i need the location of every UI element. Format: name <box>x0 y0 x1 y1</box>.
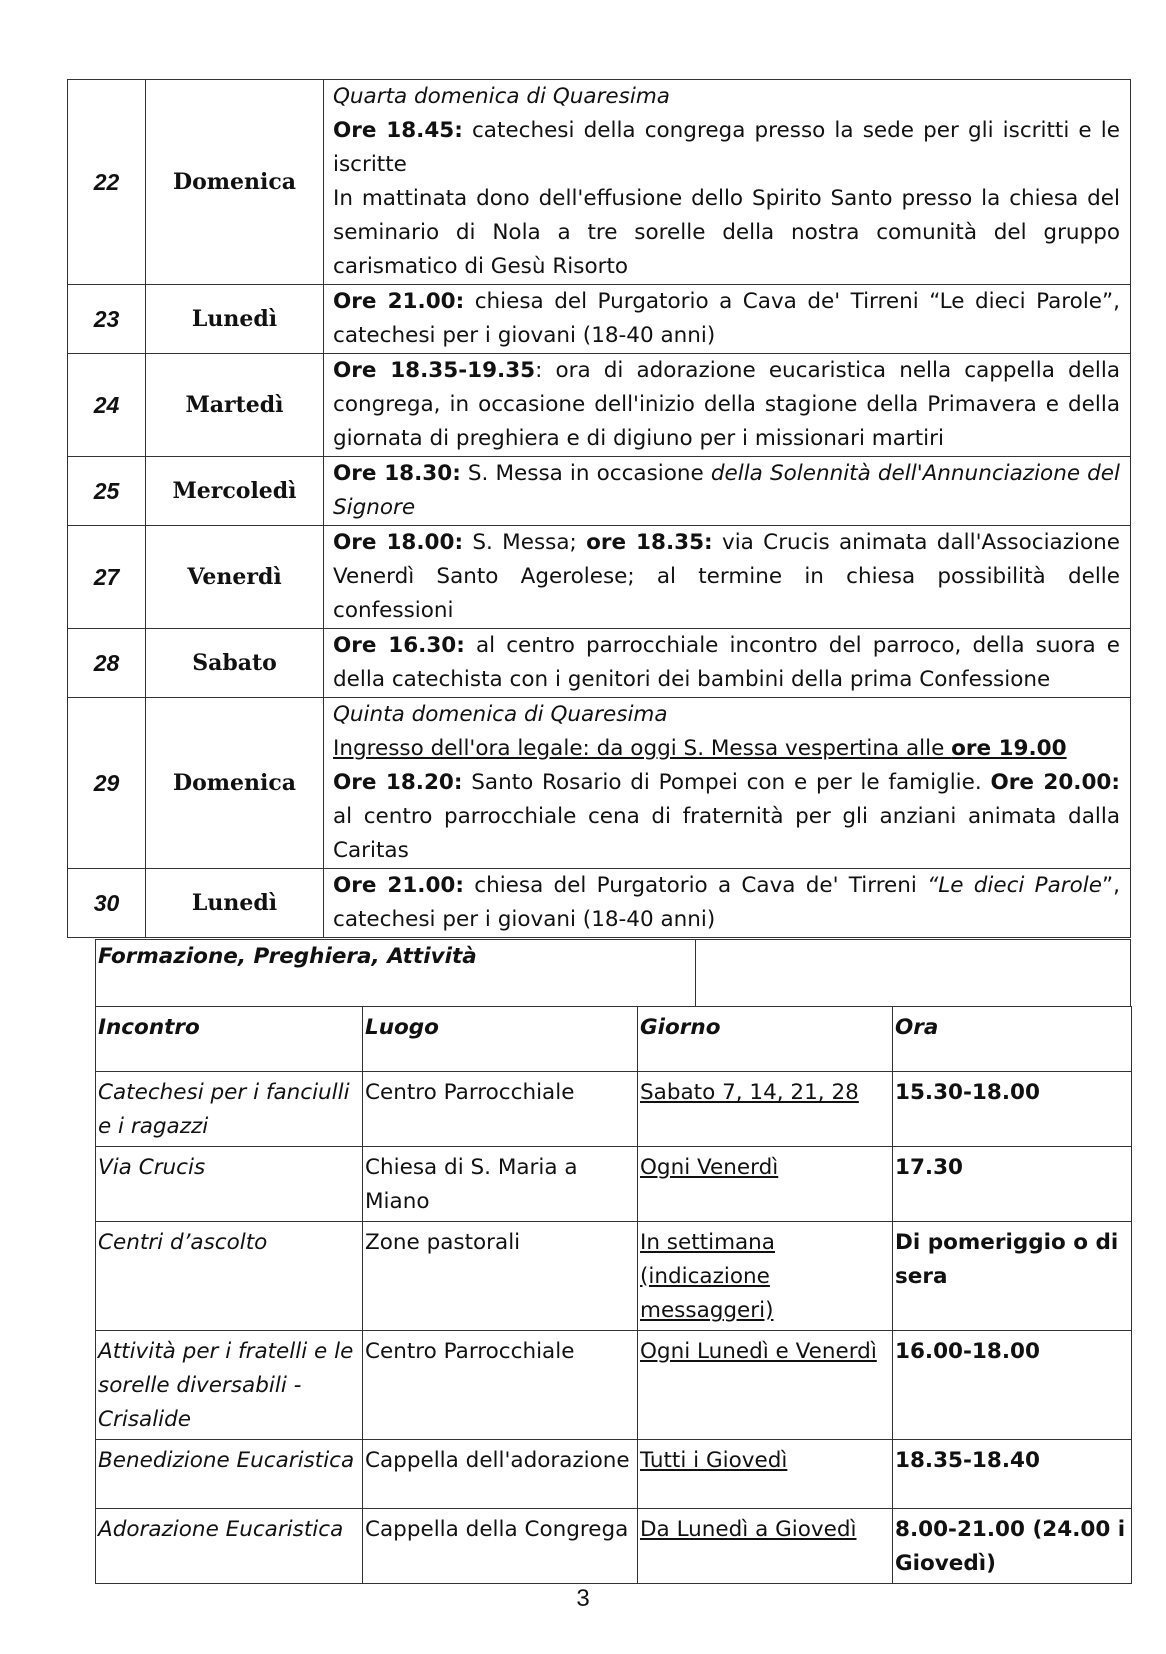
calendar-row <box>68 526 1131 629</box>
cell-giorno: Tutti i Giovedì <box>638 1440 893 1509</box>
weekday: Domenica <box>146 80 324 285</box>
event-text: della Solennità dell'Annunciazione del Signore <box>333 461 1120 520</box>
weekday: Domenica <box>146 698 324 869</box>
event-text: Ingresso dell'ora legale: da oggi S. Messa vespertina alle <box>333 736 952 761</box>
cell-incontro: Adorazione Eucaristica <box>96 1509 363 1584</box>
cell-incontro: Via Crucis <box>96 1147 363 1222</box>
cell-luogo: Cappella della Congrega <box>363 1509 638 1584</box>
cell-luogo: Cappella dell'adorazione <box>363 1440 638 1509</box>
activities-header <box>95 939 1131 1006</box>
cell-ora: Di pomeriggio o di sera <box>893 1222 1132 1331</box>
table-row <box>96 1331 1132 1440</box>
event-text: Ore 18.45: <box>333 118 463 143</box>
event-line <box>333 629 1120 697</box>
table-row <box>96 1222 1132 1331</box>
event-line <box>333 526 1120 628</box>
cell-ora: 15.30-18.00 <box>893 1072 1132 1147</box>
weekday: Mercoledì <box>146 457 324 526</box>
event-description <box>324 354 1131 457</box>
event-text: chiesa del Purgatorio a Cava de' Tirreni “Le dieci Parole”, catechesi per i giovani (18-40 anni) <box>333 289 1120 348</box>
event-text: Ore 16.30: <box>333 633 465 658</box>
event-text: ore 18.35: <box>586 530 713 555</box>
column-header-incontro: Incontro <box>96 1007 363 1072</box>
event-text: Ore 18.30: <box>333 461 461 486</box>
day-number: 22 <box>68 80 146 285</box>
table-row <box>96 1147 1132 1222</box>
event-text: ”, catechesi per i giovani (18-40 anni) <box>333 873 1120 932</box>
calendar-row <box>68 354 1131 457</box>
event-text: S. Messa; <box>463 530 587 555</box>
cell-giorno: Ogni Lunedì e Venerdì <box>638 1331 893 1440</box>
event-text: chiesa del Purgatorio a Cava de' Tirreni <box>463 873 928 898</box>
day-number: 28 <box>68 629 146 698</box>
weekday: Sabato <box>146 629 324 698</box>
weekday: Lunedì <box>146 869 324 938</box>
cell-ora: 17.30 <box>893 1147 1132 1222</box>
cell-incontro: Attività per i fratelli e le sorelle diversabili - Crisalide <box>96 1331 363 1440</box>
event-text: al centro parrocchiale incontro del parroco, della suora e della catechista con i genitori dei bambini della prima Confessione <box>333 633 1120 692</box>
event-line <box>333 869 1120 937</box>
weekday: Martedì <box>146 354 324 457</box>
column-header-ora: Ora <box>893 1007 1132 1072</box>
calendar-row <box>68 80 1131 285</box>
event-text: S. Messa in occasione <box>460 461 711 486</box>
cell-luogo: Chiesa di S. Maria a Miano <box>363 1147 638 1222</box>
event-description <box>324 526 1131 629</box>
cell-luogo: Centro Parrocchiale <box>363 1072 638 1147</box>
event-text: Ore 18.00: <box>333 530 464 555</box>
event-text: Ore 20.00: <box>990 770 1120 795</box>
event-line <box>333 732 1120 766</box>
cell-ora: 8.00-21.00 (24.00 i Giovedì) <box>893 1509 1132 1584</box>
event-text: ore 19.00 <box>951 736 1067 761</box>
cell-incontro: Benedizione Eucaristica <box>96 1440 363 1509</box>
event-line <box>333 114 1120 182</box>
day-number: 27 <box>68 526 146 629</box>
event-description <box>324 698 1131 869</box>
event-line <box>333 766 1120 868</box>
table-row <box>96 1440 1132 1509</box>
cell-luogo: Centro Parrocchiale <box>363 1331 638 1440</box>
event-description <box>324 869 1131 938</box>
table-header-row <box>96 1007 1132 1072</box>
event-text: Quinta domenica di Quaresima <box>333 702 668 727</box>
event-text: : ora di adorazione eucaristica nella cappella della congrega, in occasione dell'inizio della stagione della Primavera e della giornata di preghiera e di digiuno per i missionari martiri <box>333 358 1120 451</box>
event-text: Quarta domenica di Quaresima <box>333 84 670 109</box>
table-row <box>96 1072 1132 1147</box>
calendar-row <box>68 285 1131 354</box>
page-number: 3 <box>576 1585 590 1612</box>
day-number: 25 <box>68 457 146 526</box>
event-text: Ore 18.20: <box>333 770 463 795</box>
cell-giorno: Da Lunedì a Giovedì <box>638 1509 893 1584</box>
event-line <box>333 698 1120 732</box>
event-description <box>324 457 1131 526</box>
table-row <box>96 1509 1132 1584</box>
cell-ora: 18.35-18.40 <box>893 1440 1132 1509</box>
day-number: 24 <box>68 354 146 457</box>
empty-header-cell <box>696 940 1130 1006</box>
event-text: al centro parrocchiale cena di fraternità per gli anziani animata dalla Caritas <box>333 804 1120 863</box>
event-line <box>333 80 1120 114</box>
day-number: 23 <box>68 285 146 354</box>
cell-ora: 16.00-18.00 <box>893 1331 1132 1440</box>
event-text: Ore 18.35-19.35 <box>333 358 536 383</box>
event-text: “Le dieci Parole <box>927 873 1103 898</box>
cell-giorno: Ogni Venerdì <box>638 1147 893 1222</box>
day-number: 29 <box>68 698 146 869</box>
calendar-table <box>67 79 1131 938</box>
cell-incontro: Centri d’ascolto <box>96 1222 363 1331</box>
activities-section <box>95 939 1131 1584</box>
event-line <box>333 182 1120 284</box>
cell-giorno: Sabato 7, 14, 21, 28 <box>638 1072 893 1147</box>
event-text: Santo Rosario di Pompei con e per le famiglie. <box>462 770 991 795</box>
calendar-row <box>68 629 1131 698</box>
event-line <box>333 457 1120 525</box>
weekday: Venerdì <box>146 526 324 629</box>
event-text: catechesi della congrega presso la sede per gli iscritti e le iscritte <box>333 118 1120 177</box>
event-description <box>324 80 1131 285</box>
calendar-row <box>68 869 1131 938</box>
cell-giorno: In settimana (indicazione messaggeri) <box>638 1222 893 1331</box>
column-header-luogo: Luogo <box>363 1007 638 1072</box>
cell-luogo: Zone pastorali <box>363 1222 638 1331</box>
event-text: Ore 21.00: <box>333 289 465 314</box>
event-line <box>333 285 1120 353</box>
activities-table <box>95 1006 1132 1584</box>
event-description <box>324 629 1131 698</box>
column-header-giorno: Giorno <box>638 1007 893 1072</box>
event-text: In mattinata dono dell'effusione dello Spirito Santo presso la chiesa del seminario di Nola a tre sorelle della nostra comunità del gruppo carismatico di Gesù Risorto <box>333 186 1120 279</box>
day-number: 30 <box>68 869 146 938</box>
event-line <box>333 354 1120 456</box>
event-text: Ore 21.00: <box>333 873 464 898</box>
event-text: via Crucis animata dall'Associazione Venerdì Santo Agerolese; al termine in chiesa possibilità delle confessioni <box>333 530 1120 623</box>
activities-title: Formazione, Preghiera, Attività <box>96 940 696 1006</box>
weekday: Lunedì <box>146 285 324 354</box>
cell-incontro: Catechesi per i fanciulli e i ragazzi <box>96 1072 363 1147</box>
calendar-row <box>68 457 1131 526</box>
calendar-row <box>68 698 1131 869</box>
event-description <box>324 285 1131 354</box>
